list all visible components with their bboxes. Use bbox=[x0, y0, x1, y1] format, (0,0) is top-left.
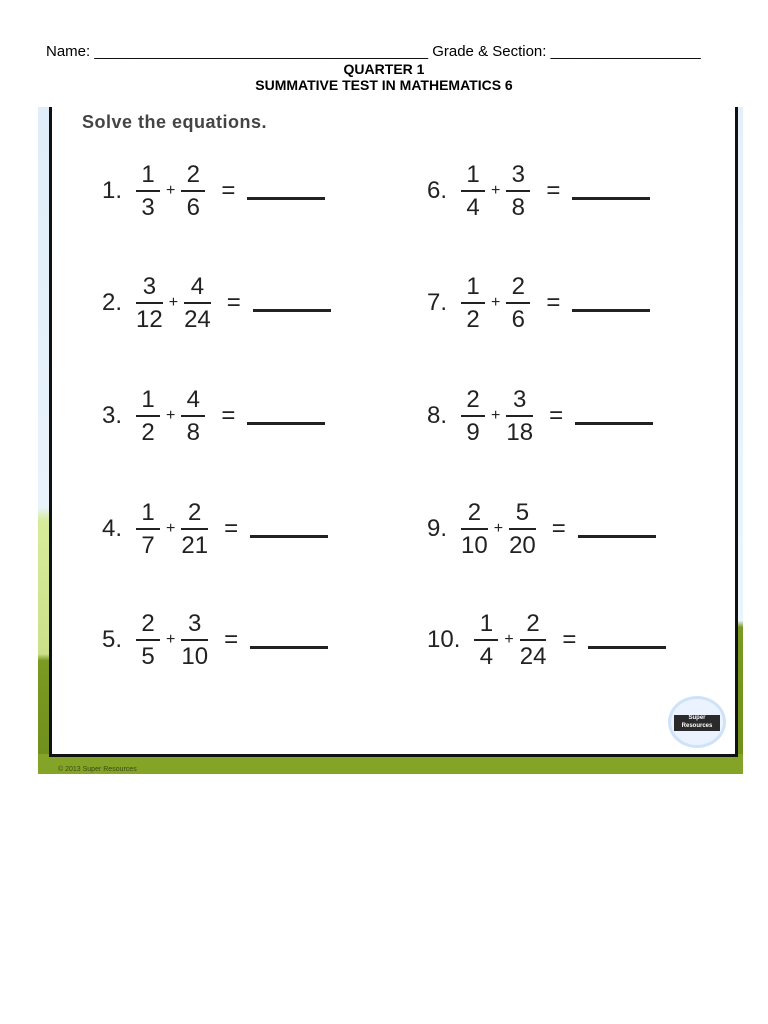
plus-sign: + bbox=[491, 294, 501, 312]
plus-sign: + bbox=[491, 182, 501, 200]
worksheet-panel bbox=[49, 107, 738, 757]
problem-number: 9. bbox=[427, 515, 448, 543]
fraction-bar bbox=[461, 528, 488, 530]
problem-3 bbox=[102, 387, 325, 445]
plus-sign: + bbox=[168, 294, 179, 312]
denominator: 8 bbox=[186, 419, 201, 447]
denominator: 5 bbox=[141, 643, 155, 671]
numerator: 4 bbox=[186, 386, 201, 413]
numerator: 2 bbox=[188, 499, 202, 526]
answer-blank[interactable] bbox=[247, 183, 325, 200]
problem-6 bbox=[427, 162, 650, 220]
plus-sign: + bbox=[166, 182, 176, 200]
fraction-bar bbox=[136, 190, 160, 192]
numerator: 1 bbox=[141, 499, 155, 526]
numerator: 3 bbox=[513, 386, 527, 413]
denominator: 6 bbox=[186, 194, 201, 222]
numerator: 4 bbox=[190, 273, 205, 300]
numerator: 2 bbox=[526, 610, 540, 637]
denominator: 7 bbox=[141, 532, 155, 560]
problem-number: 2. bbox=[102, 289, 123, 317]
numerator: 1 bbox=[479, 610, 494, 637]
fraction-bar bbox=[181, 528, 208, 530]
problem-number: 8. bbox=[427, 402, 448, 430]
denominator: 2 bbox=[141, 419, 155, 447]
numerator: 3 bbox=[188, 610, 202, 637]
denominator: 2 bbox=[466, 306, 480, 334]
fraction-bar bbox=[181, 415, 205, 417]
fraction-a bbox=[461, 162, 485, 220]
denominator: 10 bbox=[181, 643, 209, 671]
test-title: SUMMATIVE TEST IN MATHEMATICS 6 bbox=[255, 77, 513, 93]
problem-8 bbox=[427, 387, 653, 445]
problem-number: 1. bbox=[102, 177, 123, 205]
fraction-b bbox=[181, 162, 205, 220]
numerator: 2 bbox=[467, 499, 482, 526]
fraction-bar bbox=[520, 639, 547, 641]
numerator: 2 bbox=[511, 273, 526, 300]
logo-text: Super Resources bbox=[674, 715, 720, 731]
equals-sign: = bbox=[546, 177, 561, 205]
problem-number: 4. bbox=[102, 515, 123, 543]
denominator: 10 bbox=[461, 532, 488, 560]
equals-sign: = bbox=[562, 626, 577, 654]
fraction-b bbox=[181, 611, 208, 669]
plus-sign: + bbox=[493, 520, 504, 538]
fraction-bar bbox=[461, 190, 485, 192]
fraction-b bbox=[506, 274, 530, 332]
numerator: 1 bbox=[466, 273, 480, 300]
denominator: 24 bbox=[184, 306, 211, 334]
fraction-a bbox=[136, 387, 160, 445]
denominator: 24 bbox=[519, 643, 547, 671]
bottom-green-bar bbox=[38, 754, 743, 774]
fraction-bar bbox=[136, 639, 160, 641]
problem-5 bbox=[102, 611, 328, 669]
problem-number: 6. bbox=[427, 177, 448, 205]
copyright-text: © 2013 Super Resources bbox=[58, 766, 137, 773]
fraction-b bbox=[181, 500, 208, 558]
fraction-bar bbox=[136, 528, 160, 530]
answer-blank[interactable] bbox=[253, 295, 331, 312]
fraction-bar bbox=[474, 639, 498, 641]
numerator: 1 bbox=[466, 161, 480, 188]
answer-blank[interactable] bbox=[572, 183, 650, 200]
denominator: 8 bbox=[511, 194, 526, 222]
fraction-bar bbox=[136, 415, 160, 417]
fraction-bar bbox=[506, 415, 533, 417]
fraction-b bbox=[506, 162, 530, 220]
fraction-bar bbox=[509, 528, 536, 530]
fraction-a bbox=[474, 611, 498, 669]
fraction-a bbox=[136, 162, 160, 220]
answer-blank[interactable] bbox=[575, 408, 653, 425]
equals-sign: = bbox=[221, 402, 236, 430]
problem-number: 7. bbox=[427, 289, 448, 317]
numerator: 3 bbox=[511, 161, 526, 188]
plus-sign: + bbox=[166, 631, 176, 649]
problem-9 bbox=[427, 500, 656, 558]
fraction-b bbox=[520, 611, 547, 669]
answer-blank[interactable] bbox=[578, 521, 656, 538]
denominator: 20 bbox=[509, 532, 536, 560]
denominator: 6 bbox=[511, 306, 526, 334]
fraction-a bbox=[461, 274, 485, 332]
name-grade-section-line: Name: ________________________________________ Grade & Section: __________________ bbox=[46, 43, 701, 60]
denominator: 4 bbox=[479, 643, 494, 671]
equals-sign: = bbox=[221, 177, 236, 205]
fraction-a bbox=[136, 500, 160, 558]
answer-blank[interactable] bbox=[588, 632, 666, 649]
fraction-bar bbox=[181, 639, 208, 641]
problem-10 bbox=[427, 611, 666, 669]
denominator: 21 bbox=[181, 532, 209, 560]
fraction-a bbox=[136, 274, 163, 332]
numerator: 1 bbox=[141, 386, 155, 413]
plus-sign: + bbox=[504, 631, 514, 649]
instructions: Solve the equations. bbox=[82, 112, 268, 132]
denominator: 4 bbox=[466, 194, 480, 222]
numerator: 1 bbox=[141, 161, 155, 188]
super-resources-logo bbox=[668, 696, 726, 748]
problem-4 bbox=[102, 500, 328, 558]
plus-sign: + bbox=[491, 407, 501, 425]
equals-sign: = bbox=[224, 626, 239, 654]
numerator: 2 bbox=[186, 161, 201, 188]
fraction-b bbox=[509, 500, 536, 558]
fraction-bar bbox=[461, 302, 485, 304]
numerator: 5 bbox=[515, 499, 530, 526]
denominator: 12 bbox=[136, 306, 163, 334]
equals-sign: = bbox=[224, 515, 239, 543]
denominator: 18 bbox=[506, 419, 534, 447]
fraction-bar bbox=[506, 190, 530, 192]
plus-sign: + bbox=[166, 520, 176, 538]
fraction-bar bbox=[506, 302, 530, 304]
fraction-b bbox=[506, 387, 533, 445]
answer-blank[interactable] bbox=[250, 632, 328, 649]
problem-2 bbox=[102, 274, 331, 332]
equals-sign: = bbox=[549, 402, 564, 430]
answer-blank[interactable] bbox=[250, 521, 328, 538]
denominator: 3 bbox=[141, 194, 155, 222]
denominator: 9 bbox=[466, 419, 480, 447]
fraction-bar bbox=[181, 190, 205, 192]
numerator: 2 bbox=[141, 610, 155, 637]
answer-blank[interactable] bbox=[247, 408, 325, 425]
problem-number: 10. bbox=[427, 626, 461, 654]
worksheet-image bbox=[38, 107, 743, 774]
numerator: 2 bbox=[466, 386, 480, 413]
plus-sign: + bbox=[166, 407, 176, 425]
problem-number: 5. bbox=[102, 626, 123, 654]
fraction-b bbox=[181, 387, 205, 445]
equals-sign: = bbox=[226, 289, 241, 317]
answer-blank[interactable] bbox=[572, 295, 650, 312]
problem-1 bbox=[102, 162, 325, 220]
problem-number: 3. bbox=[102, 402, 123, 430]
fraction-a bbox=[136, 611, 160, 669]
fraction-a bbox=[461, 500, 488, 558]
equals-sign: = bbox=[546, 289, 561, 317]
numerator: 3 bbox=[142, 273, 157, 300]
fraction-bar bbox=[136, 302, 163, 304]
fraction-bar bbox=[184, 302, 211, 304]
quarter-title: QUARTER 1 bbox=[343, 61, 425, 77]
fraction-b bbox=[184, 274, 211, 332]
problem-7 bbox=[427, 274, 650, 332]
fraction-bar bbox=[461, 415, 485, 417]
fraction-a bbox=[461, 387, 485, 445]
equals-sign: = bbox=[551, 515, 566, 543]
